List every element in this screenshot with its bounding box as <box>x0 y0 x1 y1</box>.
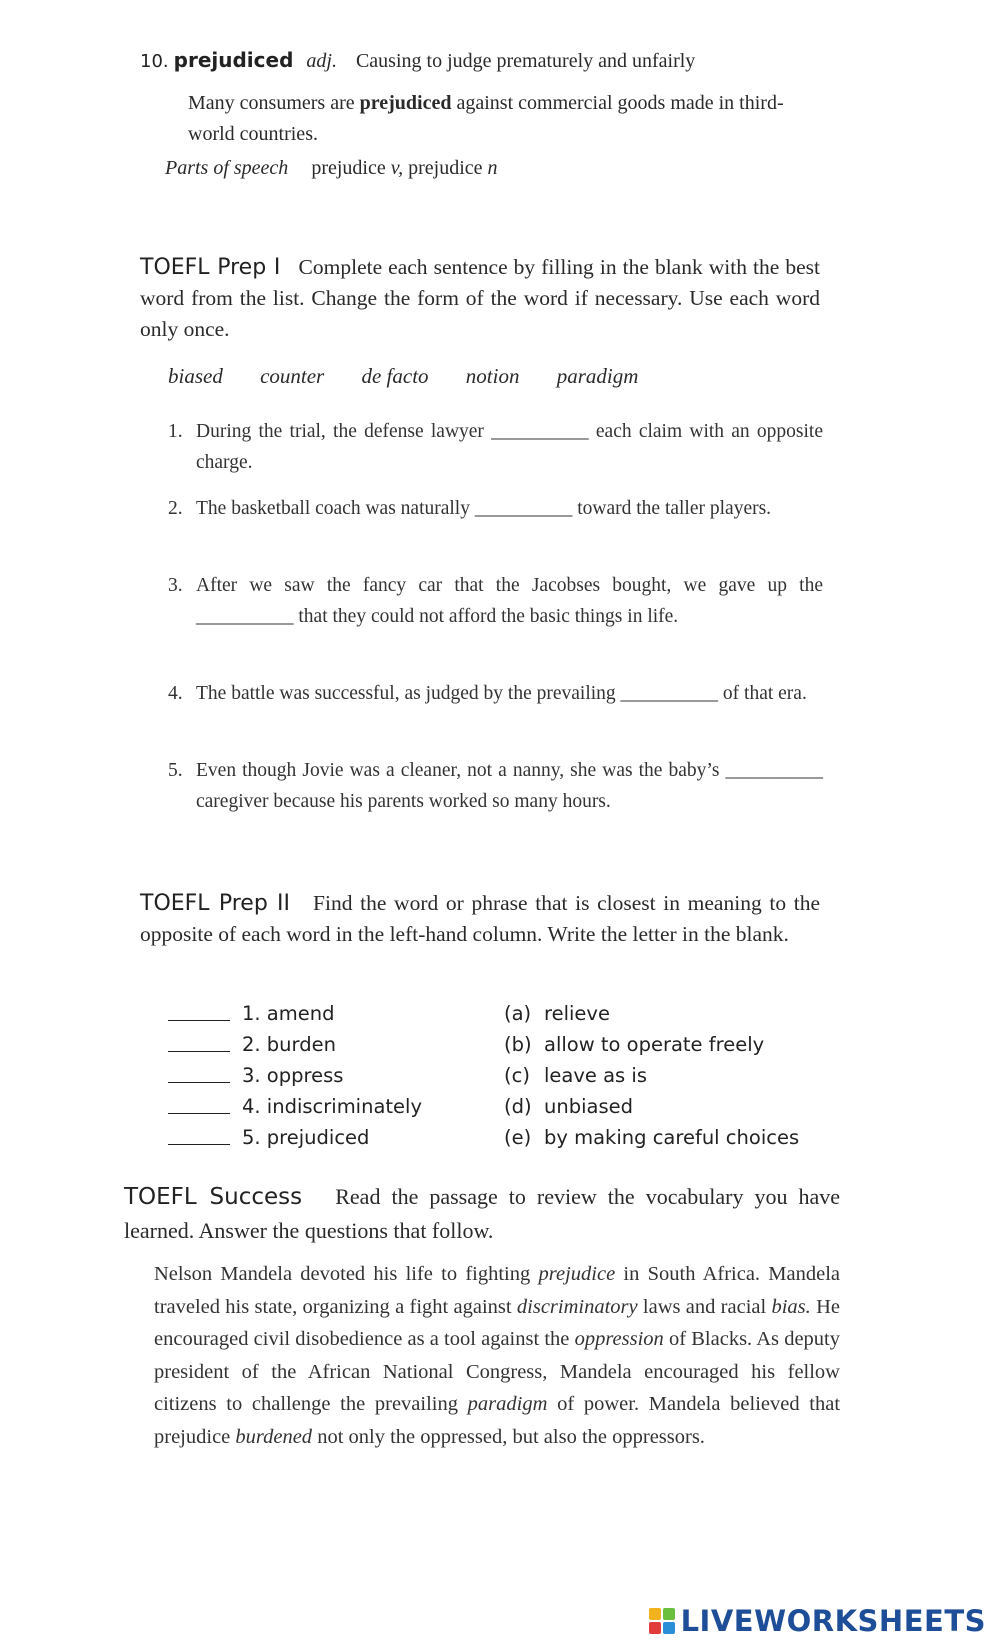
entry-pos: adj. <box>306 50 337 72</box>
question-3: 3. After we saw the fancy car that the Jacobses bought, we gave up the __________ that they could not afford the basic things in life. <box>168 575 823 627</box>
question-4: 4. The battle was successful, as judged by the prevailing __________ of that era. <box>168 683 807 704</box>
prep1-title: TOEFL Prep I <box>140 255 281 280</box>
entry-definition: Causing to judge prematurely and unfairly <box>355 50 696 72</box>
question-1: 1. During the trial, the defense lawyer __________ each claim with an opposite charge. <box>168 421 823 473</box>
word-option: de facto <box>361 364 429 388</box>
word-option: paradigm <box>556 364 639 388</box>
success-title: TOEFL Success <box>124 1184 303 1210</box>
word-list <box>168 364 670 389</box>
word-option: biased <box>168 364 223 388</box>
prep2-instructions: TOEFL Prep II Find the word or phrase that is closest in meaning to the opposite of each word in the left-hand column. Write the letter in the blank. <box>140 891 821 946</box>
success-instructions: TOEFL Success Read the passage to review the vocabulary you have learned. Answer the questions that follow. <box>124 1184 841 1243</box>
word-option: notion <box>465 364 520 388</box>
answer-blank[interactable] <box>168 1064 230 1083</box>
logo-square <box>649 1608 661 1620</box>
question-5: 5. Even though Jovie was a cleaner, not a nanny, she was the baby’s __________ caregiver because his parents worked so many hours. <box>168 760 823 812</box>
word-option: counter <box>260 364 325 388</box>
question-2: 2. The basketball coach was naturally __________ toward the taller players. <box>168 498 772 519</box>
logo-text: LIVEWORKSHEETS <box>680 1604 986 1638</box>
parts-of-speech: Parts of speech prejudice v, prejudice n <box>165 157 498 179</box>
answer-blank[interactable] <box>168 1033 230 1052</box>
entry-headword: prejudiced <box>173 48 294 72</box>
vocab-entry-10 <box>140 48 840 73</box>
entry-number: 10. <box>140 51 169 72</box>
answer-blank[interactable] <box>168 1095 230 1114</box>
entry-example: Many consumers are prejudiced against commercial goods made in third-world countries. <box>188 92 784 145</box>
answer-blank[interactable] <box>168 1002 230 1021</box>
logo-grid-icon <box>649 1608 675 1634</box>
logo-square <box>649 1622 661 1634</box>
logo-square <box>663 1622 675 1634</box>
answer-blank[interactable] <box>168 1126 230 1145</box>
reading-passage: Nelson Mandela devoted his life to fighting prejudice in South Africa. Mandela traveled his state, organizing a fight against discriminatory laws and racial bias. He encouraged civil disobedience as a tool against the oppression of Blacks. As deputy president of the African National Congress, Mandela encouraged his fellow citizens to challenge the prevailing paradigm of power. Mandela believed that prejudice burdened not only the oppressed, but also the oppressors. <box>154 1263 841 1448</box>
prep2-title: TOEFL Prep II <box>140 891 291 916</box>
logo-square <box>663 1608 675 1620</box>
prep1-instructions: TOEFL Prep I Complete each sentence by filling in the blank with the best word from the list. Change the form of the word if necessary. Use each word only once. <box>140 255 821 341</box>
liveworksheets-logo <box>649 1604 986 1638</box>
